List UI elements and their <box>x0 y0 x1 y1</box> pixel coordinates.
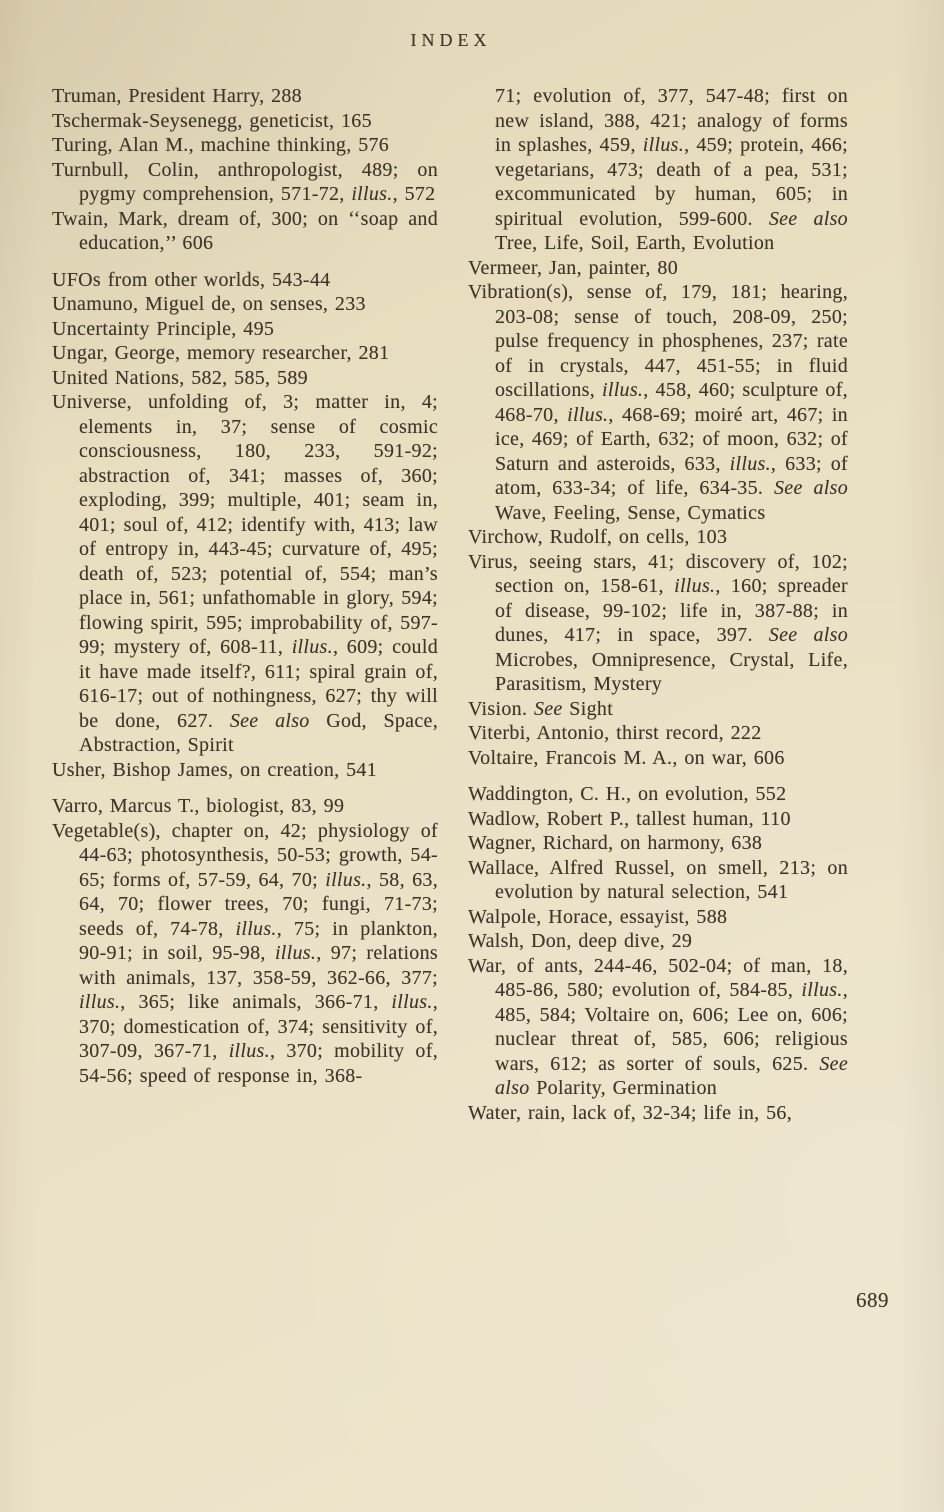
index-entry: Vibration(s), sense of, 179, 181; hearing, 203-08; sense of touch, 208-09, 250; pulse frequency in phosphenes, 237; rate of in crystals, 447, 451-55; in fluid oscillations, illus., 458, 460; sculpture of, 468-70, illus., 468-69; moiré art, 467; in ice, 469; of Earth, 632; of moon, 632; of Saturn and asteroids, 633, illus., 633; of atom, 633-34; of life, 634-35. See also Wave, Feeling, Sense, Cymatics <box>468 281 848 524</box>
left-column <box>52 84 438 1088</box>
index-entry: United Nations, 582, 585, 589 <box>52 366 308 389</box>
index-entry: War, of ants, 244-46, 502-04; of man, 18, 485-86, 580; evolution of, 584-85, illus., 485, 584; Voltaire on, 606; Lee on, 606; nuclear threat of, 585, 606; religious wars, 612; as sorter of souls, 625. See also Polarity, Germination <box>468 954 848 1099</box>
right-column <box>468 84 848 1125</box>
index-entry: Tschermak-Seysenegg, geneticist, 165 <box>52 109 372 132</box>
page-number: 689 <box>856 1288 889 1312</box>
index-entry: Usher, Bishop James, on creation, 541 <box>52 758 378 781</box>
index-entry: Walpole, Horace, essayist, 588 <box>468 905 728 928</box>
index-entry: 71; evolution of, 377, 547-48; first on new island, 388, 421; analogy of forms in splashes, 459, illus., 459; protein, 466; vegetarians, 473; death of a pea, 531; excommunicated by human, 605; in spiritual evolution, 599-600. See also Tree, Life, Soil, Earth, Evolution <box>495 85 848 254</box>
index-entry: Virus, seeing stars, 41; discovery of, 102; section on, 158-61, illus., 160; spreader of disease, 99-102; life in, 387-88; in dunes, 417; in space, 397. See also Microbes, Omnipresence, Crystal, Life, Parasitism, Mystery <box>468 550 849 695</box>
index-entry: Water, rain, lack of, 32-34; life in, 56, <box>468 1101 793 1124</box>
index-entry: Varro, Marcus T., biologist, 83, 99 <box>52 795 345 817</box>
page-header: INDEX <box>410 30 492 50</box>
index-entry: Ungar, George, memory researcher, 281 <box>52 342 390 364</box>
index-entry: Wadlow, Robert P., tallest human, 110 <box>468 807 791 830</box>
index-entry: Voltaire, Francois M. A., on war, 606 <box>468 746 785 769</box>
index-entry: Virchow, Rudolf, on cells, 103 <box>468 526 728 548</box>
index-entry: Twain, Mark, dream of, 300; on ‘‘soap and education,’’ 606 <box>52 207 438 254</box>
index-entry: Vegetable(s), chapter on, 42; physiology of 44-63; photosynthesis, 50-53; growth, 54-65; forms of, 57-59, 64, 70; illus., 58, 63, 64, 70; flower trees, 70; fungi, 71-73; seeds of, 74-78, illus., 75; in plankton, 90-91; in soil, 95-98, illus., 97; relations with animals, 137, 358-59, 362-66, 377; illus., 365; like animals, 366-71, illus., 370; domestication of, 374; sensitivity of, 307-09, 367-71, illus., 370; mobility of, 54-56; speed of response in, 368- <box>52 819 438 1087</box>
index-entry: Wagner, Richard, on harmony, 638 <box>468 832 763 854</box>
index-entry: Vision. See Sight <box>468 697 614 720</box>
index-entry: Wallace, Alfred Russel, on smell, 213; on evolution by natural selection, 541 <box>468 856 848 903</box>
index-entry: Unamuno, Miguel de, on senses, 233 <box>52 293 366 315</box>
index-entry: Waddington, C. H., on evolution, 552 <box>468 783 787 805</box>
index-entry: Universe, unfolding of, 3; matter in, 4; elements in, 37; sense of cosmic consciousness, 180, 233, 591-92; abstraction of, 341; masses of, 360; exploding, 399; multiple, 401; seam in, 401; soul of, 412; identify with, 413; law of entropy in, 443-45; curvature of, 495; death of, 523; potential of, 554; man’s place in, 561; unfathomable in glory, 594; flowing spirit, 595; improbability of, 597-99; mystery of, 608-11, illus., 609; could it have made itself?, 611; spiral grain of, 616-17; out of nothingness, 627; thy will be done, 627. See also God, Space, Abstraction, Spirit <box>52 391 438 756</box>
index-entry: Viterbi, Antonio, thirst record, 222 <box>468 722 762 744</box>
index-entry: Uncertainty Principle, 495 <box>52 317 275 340</box>
index-entry: Truman, President Harry, 288 <box>52 85 302 107</box>
index-entry: Turnbull, Colin, anthropologist, 489; on pygmy comprehension, 571-72, illus., 572 <box>52 158 438 205</box>
index-entry: Vermeer, Jan, painter, 80 <box>468 256 679 279</box>
index-entry: UFOs from other worlds, 543-44 <box>52 268 331 291</box>
index-entry: Turing, Alan M., machine thinking, 576 <box>52 134 390 156</box>
index-entry: Walsh, Don, deep dive, 29 <box>468 930 693 952</box>
